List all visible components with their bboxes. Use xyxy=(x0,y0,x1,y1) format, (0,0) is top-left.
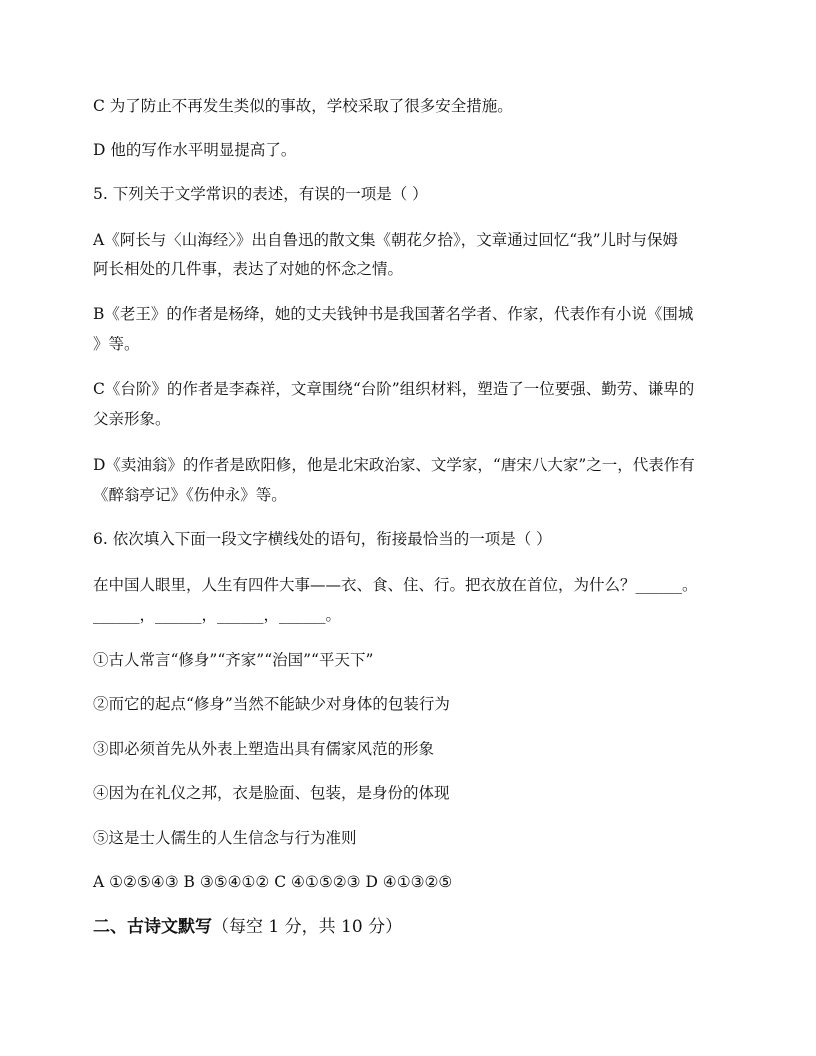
section-heading-title: 二、古诗文默写 xyxy=(93,917,212,937)
section-heading xyxy=(93,915,733,939)
q5-option-c-line2: 父亲形象。 xyxy=(93,410,171,428)
q6-passage-line1: 在中国人眼里，人生有四件大事——衣、食、住、行。把衣放在首位，为什么？______。 xyxy=(93,576,698,594)
q6-passage-line2: ______，______，______，______。 xyxy=(93,606,342,624)
q6-item-4: ④因为在礼仪之邦，衣是脸面、包装，是身份的体现 xyxy=(93,784,450,802)
q5-option-c-line1: C《台阶》的作者是李森祥，文章围绕“台阶”组织材料，塑造了一位要强、勤劳、谦卑的 xyxy=(93,380,695,398)
q6-item-5: ⑤这是士人儒生的人生信念与行为准则 xyxy=(93,829,357,847)
q5-option-a-line2: 阿长相处的几件事，表达了对她的怀念之情。 xyxy=(93,260,404,278)
question-6: 6. 依次填入下面一段文字横线处的语句，衔接最恰当的一项是（ ） xyxy=(93,530,552,548)
q6-answer-options: A ①②⑤④③ B ③⑤④①② C ④①⑤②③ D ④①③②⑤ xyxy=(93,873,453,891)
q6-item-3: ③即必须首先从外表上塑造出具有儒家风范的形象 xyxy=(93,740,435,758)
q5-option-d-line2: 《醉翁亭记》《伤仲永》等。 xyxy=(93,486,287,504)
option-d-sentence: D 他的写作水平明显提高了。 xyxy=(93,141,297,159)
option-c-sentence: C 为了防止不再发生类似的事故，学校采取了很多安全措施。 xyxy=(93,97,513,115)
q5-option-b-line2: 》等。 xyxy=(93,335,140,353)
q5-option-b-line1: B《老王》的作者是杨绛，她的丈夫钱钟书是我国著名学者、作家，代表作有小说《围城 xyxy=(93,305,694,323)
section-heading-score: （每空 1 分，共 10 分） xyxy=(212,917,403,937)
q6-item-2: ②而它的起点“修身”当然不能缺少对身体的包装行为 xyxy=(93,695,450,713)
q6-item-1: ①古人常言“修身”“齐家”“治国”“平天下” xyxy=(93,651,374,669)
q5-option-d-line1: D《卖油翁》的作者是欧阳修，他是北宋政治家、文学家，“唐宋八大家”之一，代表作有 xyxy=(93,456,695,474)
q5-option-a-line1: A《阿长与〈山海经〉》出自鲁迅的散文集《朝花夕拾》，文章通过回忆“我”儿时与保姆 xyxy=(93,231,679,249)
question-5: 5. 下列关于文学常识的表述，有误的一项是（ ） xyxy=(93,185,428,203)
